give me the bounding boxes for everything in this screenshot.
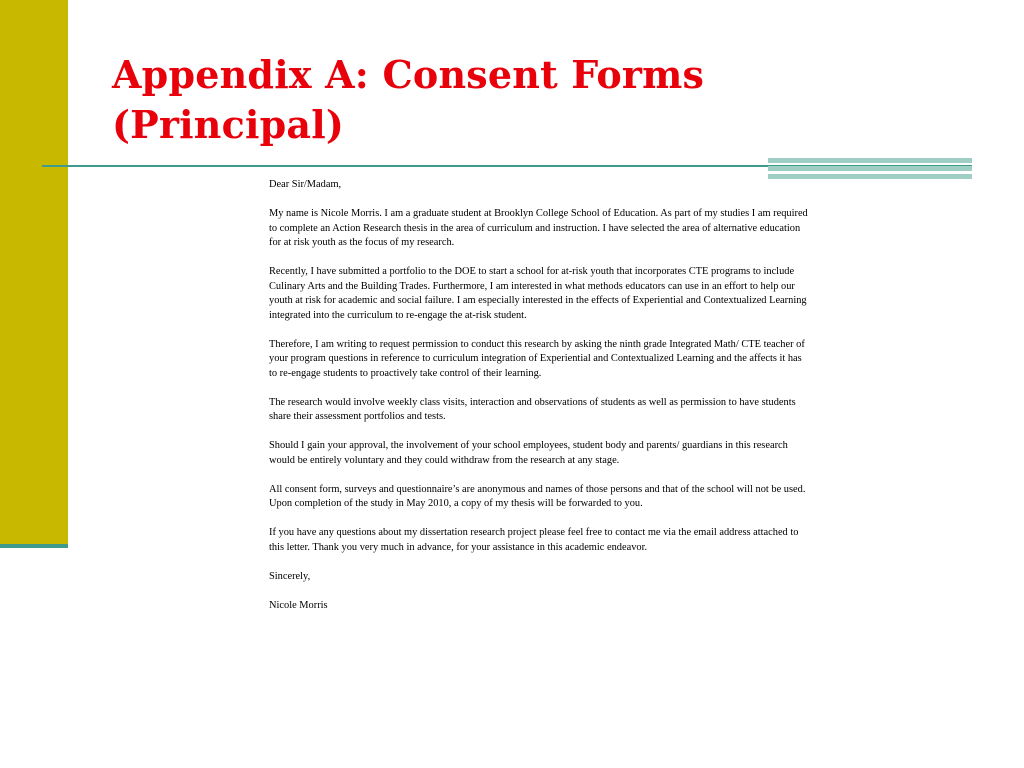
letter-closing: Sincerely, <box>269 570 311 582</box>
letter-paragraph: Should I gain your approval, the involvement of your school employees, student body and parents/ guardians in this research would be entirely voluntary and they could withdraw from the research at any stage. <box>269 440 788 466</box>
slide-title-line-2: (Principal) <box>112 102 345 147</box>
letter-paragraph: All consent form, surveys and questionnaire’s are anonymous and names of those persons and that of the school will not be used. Upon completion of the study in May 2010, a copy of my thesis will be forwarded to you. <box>269 483 806 509</box>
divider-stripe <box>768 158 972 163</box>
slide-title <box>112 50 992 150</box>
letter-signature: Nicole Morris <box>269 599 328 611</box>
slide-title-line-1: Appendix A: Consent Forms <box>112 52 705 97</box>
letter-paragraph: If you have any questions about my dissertation research project please feel free to contact me via the email address attached to this letter. Thank you very much in advance, for your assistance in this academic endeavor. <box>269 527 799 553</box>
letter-paragraph: Therefore, I am writing to request permission to conduct this research by asking the ninth grade Integrated Math/ CTE teacher of your program questions in reference to curriculum integration of Experiential and Contextualized Learning and the affects it has to re-engage students to proactively take control of their learning. <box>269 338 805 379</box>
left-accent-bar-underline <box>0 544 68 548</box>
letter-paragraph: Recently, I have submitted a portfolio to the DOE to start a school for at-risk youth that incorporates CTE programs to include Culinary Arts and the Building Trades. Furthermore, I am interested in what methods educators can use in an effort to help our youth at risk for academic and social failure. I am especially interested in the effects of Experiential and Contextualized Learning integrated into the curriculum to re-engage the at-risk student. <box>269 266 807 321</box>
left-accent-bar <box>0 0 68 545</box>
divider-stripe <box>768 166 972 171</box>
letter-paragraph: The research would involve weekly class visits, interaction and observations of students as well as permission to have students share their assessment portfolios and tests. <box>269 396 796 422</box>
consent-letter <box>269 178 809 628</box>
letter-paragraph: My name is Nicole Morris. I am a graduate student at Brooklyn College School of Education. As part of my studies I am required to complete an Action Research thesis in the area of curriculum and instruction. I have selected the area of alternative education for at risk youth as the focus of my research. <box>269 208 808 248</box>
title-divider-block <box>768 158 972 179</box>
letter-salutation: Dear Sir/Madam, <box>269 179 342 190</box>
